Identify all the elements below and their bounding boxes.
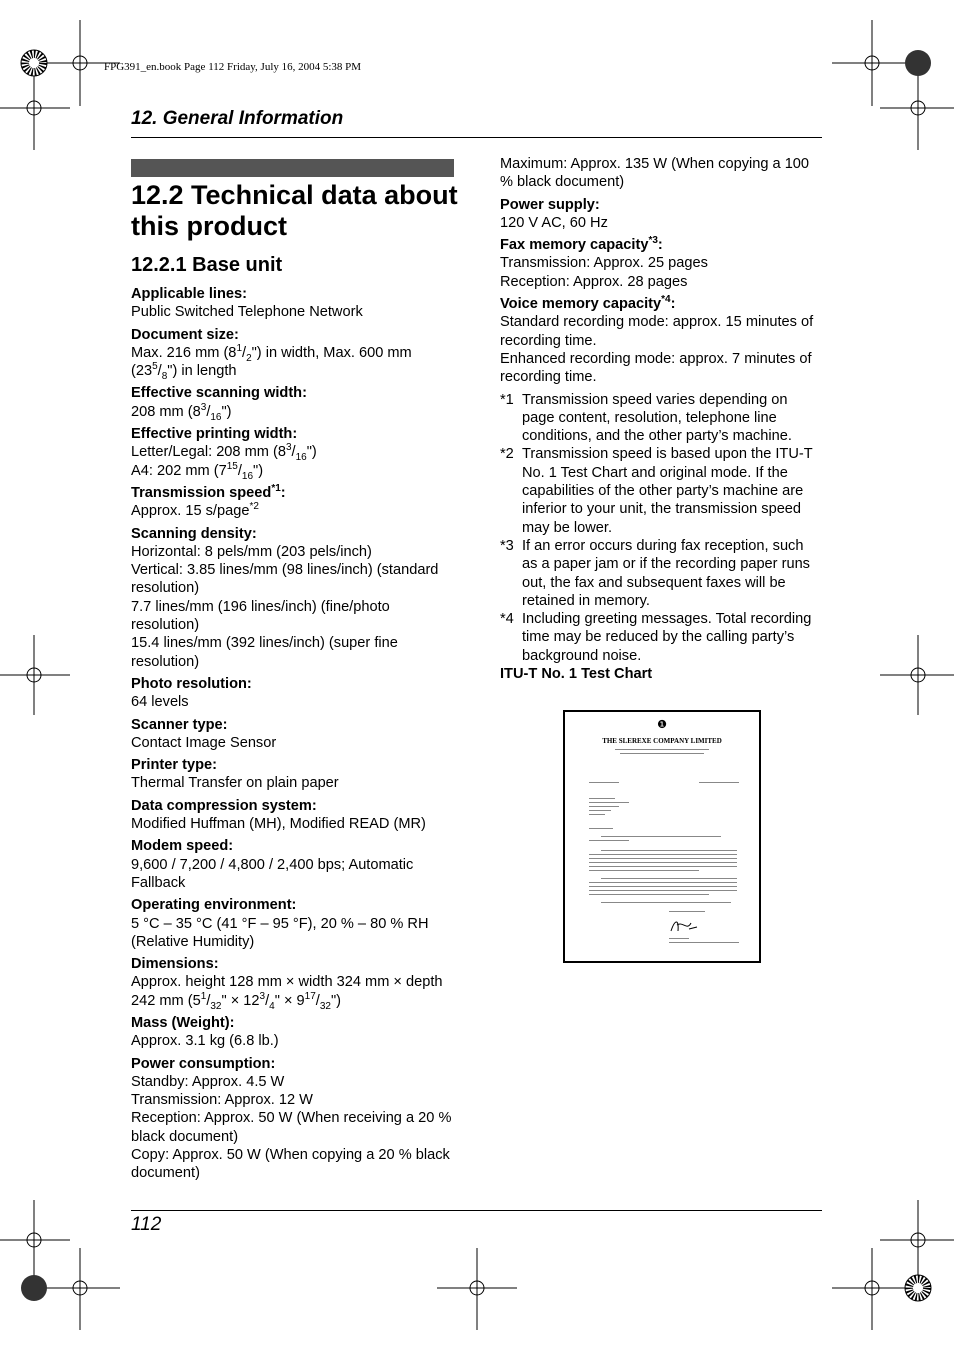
spec-voice-memory: Voice memory capacity$^{*4}$: Standard recording mode: approx. 15 minutes of recording time. Enhanced recording mode: approx. 7 minutes of recording time. xyxy=(500,294,814,386)
spec-transmission-speed: Transmission speed$^{*1}$: Approx. 15 s/page$^{*2}$ xyxy=(131,483,286,520)
test-chart-company: THE SLEREXE COMPANY LIMITED xyxy=(602,737,722,745)
spec-fax-memory: Fax memory capacity$^{*3}$: Transmission: Approx. 25 pages Reception: Approx. 28 pages xyxy=(500,235,708,290)
signature-icon xyxy=(669,917,699,935)
starburst-icon xyxy=(21,50,47,76)
spec-dimensions: Dimensions: Approx. height 128 mm × width 324 mm × depth 242 mm ($5^1/_{32}$" × $12^3/_4$" × $9^{17}/_{32}$") xyxy=(131,956,443,1012)
spec-scan-width: Effective scanning width: 208 mm $(8^3/_{16}")$ xyxy=(131,385,307,423)
crosshair-icon xyxy=(437,1248,517,1330)
footnote: *4 Including greeting messages. Total recording time may be reduced by the calling party’s background noise. xyxy=(500,611,812,664)
starburst-icon xyxy=(905,1275,931,1301)
solid-dot-icon xyxy=(905,50,931,76)
crosshair-icon xyxy=(832,20,912,106)
spec-modem-speed: Modem speed: 9,600 / 7,200 / 4,800 / 2,400 bps; Automatic Fallback xyxy=(131,838,414,891)
solid-dot-icon xyxy=(21,1275,47,1301)
test-chart-image xyxy=(563,710,761,963)
specs-column-right xyxy=(500,155,822,683)
footnote: *2 Transmission speed is based upon the ITU-T No. 1 Test Chart and original mode. If the capabilities of the other party’s machine are inferior to your unit, the transmission speed may be lower. xyxy=(500,446,813,536)
crosshair-icon xyxy=(832,1248,912,1330)
crosshair-icon xyxy=(880,635,954,715)
spec-mass: Mass (Weight): Approx. 3.1 kg (6.8 lb.) xyxy=(131,1014,279,1050)
spec-print-width: Effective printing width: Letter/Legal: 208 mm $(8^3/_{16}")$ A4: 202 mm $(7^{15}/_{16}")$ xyxy=(131,426,317,482)
spec-compression: Data compression system: Modified Huffman (MH), Modified READ (MR) xyxy=(131,797,426,833)
footer-rule xyxy=(131,1210,822,1211)
footnotes xyxy=(500,391,822,665)
spec-power-supply: Power supply: 120 V AC, 60 Hz xyxy=(500,196,608,231)
spec-scanner-type: Scanner type: Contact Image Sensor xyxy=(131,716,277,751)
book-imprint: FPG391_en.book Page 112 Friday, July 16, 2004 5:38 PM xyxy=(104,61,362,73)
chart-caption: ITU-T No. 1 Test Chart xyxy=(500,666,653,683)
footnote: *3 If an error occurs during fax reception, such as a paper jam or if the recording paper runs out, the fax and subsequent faxes will be retained in memory. xyxy=(500,537,810,609)
crosshair-icon xyxy=(0,1200,70,1280)
spec-operating-environment: Operating environment: 5 °C – 35 °C (41 °F – 95 °F), 20 % – 80 % RH (Relative Humidity) xyxy=(131,897,429,950)
specs-column-left xyxy=(131,285,457,1187)
spec-photo-resolution: Photo resolution: 64 levels xyxy=(131,675,252,711)
crosshair-icon xyxy=(0,70,70,150)
header-rule xyxy=(131,137,822,138)
spec-scanning-density: Scanning density: Horizontal: 8 pels/mm (203 pels/inch) Vertical: 3.85 lines/mm (98 lines/inch) (standard resolution) 7.7 lines/mm (196 lines/inch) (fine/photo resolution) 15.4 lines/mm (392 lines/inch) (super fine resolution) xyxy=(131,525,439,670)
chapter-title: 12. General Information xyxy=(131,108,344,129)
section-subtitle: 12.2.1 Base unit xyxy=(131,254,283,276)
page-number: 112 xyxy=(131,1214,162,1235)
crosshair-icon xyxy=(40,1248,120,1330)
footnote: *1 Transmission speed varies depending on page content, resolution, telephone line conditions, and the other party’s machine. xyxy=(500,391,792,445)
spec-document-size: Document size: Max. 216 mm $(8^1/_2")$ in width, Max. 600 mm $(23^5/_8")$ in length xyxy=(131,326,412,383)
spec-printer-type: Printer type: Thermal Transfer on plain paper xyxy=(131,757,339,792)
spec-applicable-lines: Applicable lines: Public Switched Telephone Network xyxy=(131,286,363,321)
crosshair-icon xyxy=(0,635,70,715)
crosshair-icon xyxy=(880,1200,954,1280)
section-bar xyxy=(131,159,454,177)
test-chart-logo-icon: ❶ xyxy=(657,719,667,731)
page-title: 12.2 Technical data about this product xyxy=(131,180,458,241)
crosshair-icon xyxy=(880,70,954,150)
spec-power-maximum: Maximum: Approx. 135 W (When copying a 100 % black document) xyxy=(500,156,810,191)
spec-power-consumption: Power consumption: Standby: Approx. 4.5 W Transmission: Approx. 12 W Reception: Approx. 50 W (When receiving a 20 % black document) Copy: Approx. 50 W (When copying a 20 % black document) xyxy=(131,1055,452,1182)
